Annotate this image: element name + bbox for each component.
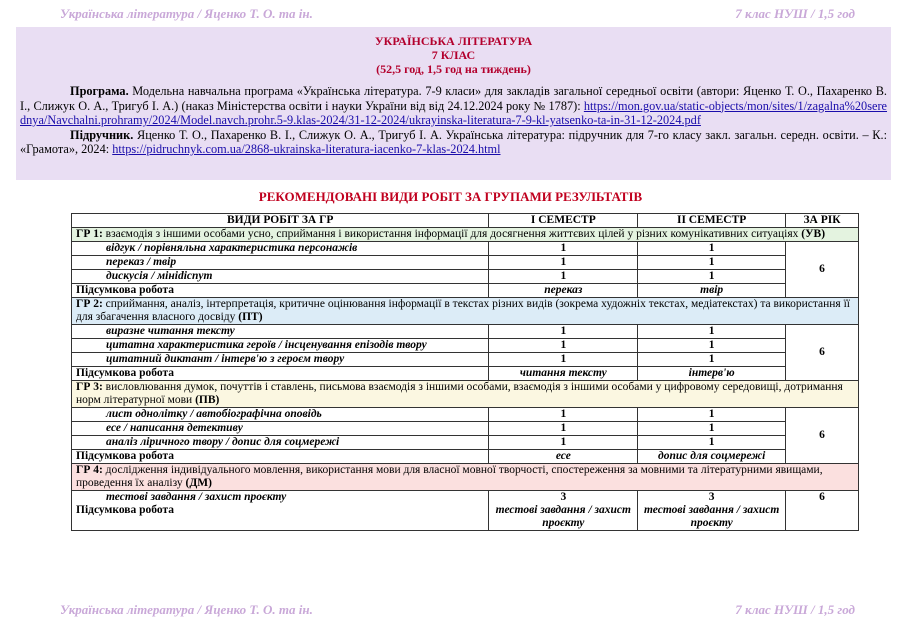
- program-paragraph: [20, 84, 887, 128]
- table-row: лист однолітку / автобіографічна оповідь 1 1 6: [72, 408, 859, 422]
- page-header: [60, 6, 855, 24]
- footer-right: 7 клас НУШ / 1,5 год: [735, 602, 855, 617]
- header-semester-2: ІІ СЕМЕСТР: [638, 214, 786, 228]
- group-2-description: ГР 2: сприймання, аналіз, інтерпретація, критичне оцінювання інформації в текстах різних видів (зокрема художніх текстах, медіатекстах) та використання її для збагачення власного досвіду (ПТ): [72, 298, 859, 325]
- textbook-text: Яценко Т. О., Пахаренко В. І., Слижук О. А., Тригуб І. А. Українська література: підручник для 7-го класу закл. загальн. середн. освіти. – К.: «Грамота», 2024:: [20, 127, 888, 156]
- table-header-row: [72, 214, 859, 228]
- group-2-total: 6: [786, 325, 859, 381]
- page-footer: [60, 602, 855, 620]
- title-line-2: 7 КЛАС: [431, 48, 476, 62]
- textbook-label: Підручник.: [70, 127, 134, 142]
- header-work-types: ВИДИ РОБІТ ЗА ГР: [72, 214, 489, 228]
- recommend-title: РЕКОМЕНДОВАНІ ВИДИ РОБІТ ЗА ГРУПАМИ РЕЗУЛЬТАТІВ: [258, 189, 643, 204]
- group-row-1: [72, 228, 859, 242]
- table-row: аналіз ліричного твору / допис для соцмережі 1 1: [72, 436, 859, 450]
- table-row: виразне читання тексту 1 1 6: [72, 325, 859, 339]
- header-year: ЗА РІК: [786, 214, 859, 228]
- group-3-total: 6: [786, 408, 859, 464]
- document-title: [16, 27, 891, 76]
- work-types-table: [71, 213, 859, 531]
- textbook-paragraph: [20, 128, 887, 157]
- program-description: [16, 76, 891, 157]
- footer-left: Українська література / Яценко Т. О. та ін.: [60, 602, 313, 617]
- program-text: Модельна навчальна програма «Українська література. 7-9 класи» для закладів загальної середньої освіти (автори: Яценко Т. О., Пахаренко В. І., Слижук О. А., Тригуб І. А.) (наказ Міністерства освіти і науки України від від 24.12.2024 року № 1787):: [20, 84, 887, 113]
- group-1-total: 6: [786, 242, 859, 298]
- table-row: переказ / твір 1 1: [72, 256, 859, 270]
- table-row: цитатна характеристика героїв / інсценування епізодів твору 1 1: [72, 339, 859, 353]
- title-line-3: (52,5 год, 1,5 год на тиждень): [376, 62, 531, 76]
- program-link[interactable]: https://mon.gov.ua/static-objects/mon/sites/1/zagalna%20serednya/Navchalni.prohramy/2024/Model.navch.prohr.5-9.klas-2024/31-12-2024/ukrayinska-literatura-7-9-kl-yatsenko-ta-in-31-12-2024.pdf: [20, 98, 888, 127]
- group-1-description: ГР 1: взаємодія з іншими особами усно, сприймання і використання інформації для досягнення життєвих цілей у різних комунікативних ситуаціях (УВ): [72, 228, 859, 242]
- header-left: Українська література / Яценко Т. О. та ін.: [60, 6, 313, 21]
- group-3-description: ГР 3: висловлювання думок, почуттів і ставлень, письмова взаємодія з іншими особами, взаємодія з іншими особами у цифровому середовищі, дотримання норм літературної мови (ПВ): [72, 381, 859, 408]
- table-row: цитатний диктант / інтерв'ю з героєм твору 1 1: [72, 353, 859, 367]
- table-row: відгук / порівняльна характеристика персонажів 1 1 6: [72, 242, 859, 256]
- table-row: тестові завдання / захист проєкту Підсумкова робота 3 тестові завдання / захист проєкту 3 тестові завдання / захист проєкту 6: [72, 491, 859, 531]
- title-line-1: УКРАЇНСЬКА ЛІТЕРАТУРА: [374, 34, 533, 48]
- group-row-3: [72, 381, 859, 408]
- group-4-total: 6: [786, 491, 859, 531]
- group-4-description: ГР 4: дослідження індивідуального мовлення, використання мови для власної мовної творчості, спостереження за мовними та літературними явищами, проведення їх аналізу (ДМ): [72, 464, 859, 491]
- group-row-4: [72, 464, 859, 491]
- header-right: 7 клас НУШ / 1,5 год: [735, 6, 855, 21]
- program-label: Програма.: [70, 84, 129, 98]
- table-row: дискусія / мініdiспут 1 1: [72, 270, 859, 284]
- group-row-2: [72, 298, 859, 325]
- summary-row: Підсумкова робота переказ твір: [72, 284, 859, 298]
- summary-row: Підсумкова робота читання тексту інтерв'ю: [72, 367, 859, 381]
- program-info-box: [16, 27, 891, 180]
- textbook-link[interactable]: https://pidruchnyk.com.ua/2868-ukrainska-literatura-iacenko-7-klas-2024.html: [112, 142, 501, 156]
- summary-row: Підсумкова робота есе допис для соцмережі: [72, 450, 859, 464]
- table-row: есе / написання детективу 1 1: [72, 422, 859, 436]
- header-semester-1: І СЕМЕСТР: [489, 214, 638, 228]
